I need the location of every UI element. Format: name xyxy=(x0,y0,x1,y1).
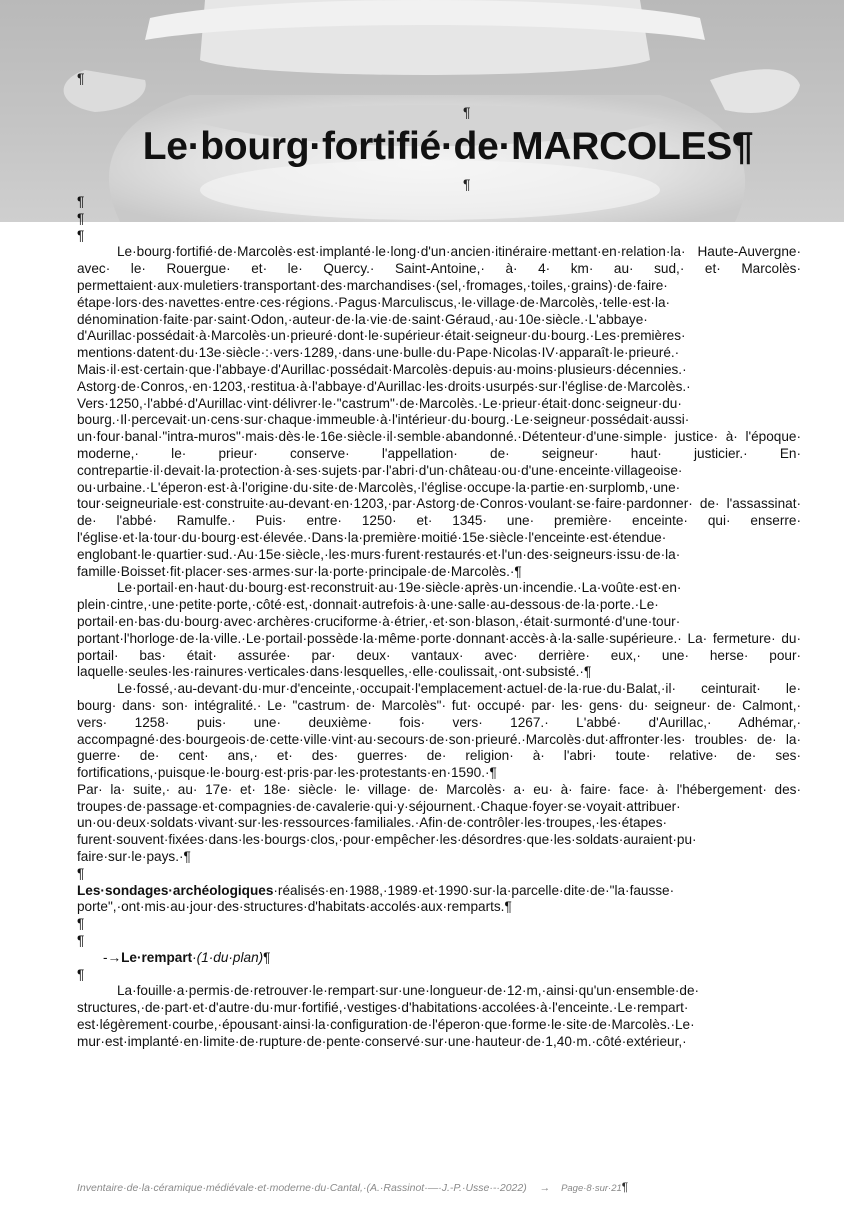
document-title: Le·bourg·fortifié·de·MARCOLES¶ xyxy=(142,125,754,168)
document-body xyxy=(77,194,801,1051)
body-paragraph-troupes: Par· la· suite,· au· 17e· et· 18e· siècle· le· village· de· Marcolès· a· eu· à· faire· face· à· l'hébergement· des· troupes·de·passage·et·compagnies·de·cavalerie·qui·y·séjournent.·Chaque·foyer·se·voyait·attribuer· un·ou·deux·soldats·vivant·sur·les·ressources·familiales.·Afin·de·contrôler·les·troupes,·les·étapes· furent·souvent·fixées·dans·les·bourgs·clos,·pour·empêcher·les·désordres·que·les·soldats·auraient·pu· faire·sur·le·pays.·¶ xyxy=(77,781,801,865)
paragraph-mark: ¶ xyxy=(77,933,85,949)
sondages-text: ·réalisés·en·1988,·1989·et·1990·sur·la·parcelle·dite·de·"la·fausse· porte",·ont·mis·au·jour·des·structures·d'habitats·accolés·aux·remparts.¶ xyxy=(77,882,675,915)
paragraph-mark: ¶ xyxy=(77,865,85,881)
arrow-icon: -→ xyxy=(103,949,122,965)
paragraph-mark: ¶ xyxy=(463,104,471,120)
subheading-rempart-title: Le·rempart xyxy=(121,949,193,965)
paragraph-mark: ¶ xyxy=(77,916,85,932)
subheading-plan-ref: ·(1·du·plan) xyxy=(192,949,264,965)
page-footer xyxy=(77,1180,801,1194)
paragraph-mark: ¶ xyxy=(77,210,85,226)
body-paragraph-fosse: Le·fossé,·au-devant·du·mur·d'enceinte,·occupait·l'emplacement·actuel·de·la·rue·du·Balat,·il· ceinturait· le· bourg· dans· son· intégralité.· Le· "castrum· de· Marcolès"· fut· occupé· par· les· gens· du· seigneur· de· Calmont,· vers· 1258· puis· une· deuxième· fois· vers· 1267.· L'abbé· d'Aurillac,· Adhémar,· accompagné·des·bourgeois·de·cette·ville·vint·au·secours·de·son·prieuré.·Marcolès·dut·affronter·les· troubles· de· la· guerre· de· cent· ans,· et· des· guerres· de· religion· à· l'abri· toute· relative· de· ses· fortifications,·puisque·le·bourg·est·pris·par·les·protestants·en·1590.·¶ xyxy=(77,681,801,781)
footer-citation: Inventaire·de·la·céramique·médiévale·et·moderne·du·Cantal,·(A.·Rassinot·—·J.-P.·Usse·-·2022) xyxy=(77,1182,527,1194)
body-paragraph-history: Le·bourg·fortifié·de·Marcolès·est·implanté·le·long·d'un·ancien·itinéraire·mettant·en·relation·la· Haute-Auvergne· avec· le· Rouergue· et· le· Quercy.· Saint-Antoine,· à· 4· km· au· sud,· et· Marcolès· permettaient·aux·muletiers·transportant·des·marchandises·(sel,·fromages,·toiles,·grains)·de·faire· étape·lors·des·navettes·entre·ces·régions.·Pagus·Marculiscus,·le·village·de·Marcolès,·telle·est·la· dénomination·faite·par·saint·Odon,·auteur·de·la·vie·de·saint·Géraud,·au·10e·siècle.·L'abbaye· d'Aurillac·possédait·à·Marcolès·un·prieuré·dont·le·supérieur·était·seigneur·du·bourg.·Les·premières· mentions·datent·du·13e·siècle·:·vers·1289,·dans·une·bulle·du·Pape·Nicolas·IV·apparaît·le·prieuré.· Mais·il·est·certain·que·l'abbaye·d'Aurillac·possédait·Marcolès·depuis·au·moins·plusieurs·décennies.· Astorg·de·Conros,·en·1203,·restitua·à·l'abbaye·d'Aurillac·les·droits·usurpés·sur·l'église·de·Marcolès.· Vers·1250,·l'abbé·d'Aurillac·vint·délivrer·le·"castrum"·de·Marcolès.·Le·prieur·était·donc·seigneur·du· bourg.·Il·percevait·un·cens·sur·chaque·immeuble·à·l'intérieur·du·bourg.·Le·seigneur·possédait·aussi· un·four·banal·"intra-muros"·mais·dès·le·16e·siècle·il·semble·abandonné.·Détenteur·d'une·simple· justice· à· l'époque· moderne,· le· prieur· conserve· l'appellation· de· seigneur· haut· justicier.· En· contrepartie·il·devait·la·protection·à·ses·sujets·par·l'abri·d'un·château·ou·d'une·enceinte·villageoise· ou·urbaine.·L'éperon·est·à·l'origine·du·site·de·Marcolès,·l'église·occupe·la·partie·en·surplomb,·une· tour·seigneuriale·est·construite·au-devant·en·1203,·par·Astorg·de·Conros·voulant·se·faire·pardonner· de· l'assassinat· de· l'abbé· Ramulfe.· Puis· entre· 1250· et· 1345· une· première· enceinte· qui· enserre· l'église·et·la·tour·du·bourg·est·élevée.·Dans·la·première·moitié·15e·siècle·l'enceinte·est·étendue· englobant·le·quartier·sud.·Au·15e·siècle,·les·murs·furent·restaurés·et·l'un·des·seigneurs·issu·de·la· famille·Boisset·fit·placer·ses·armes·sur·la·porte·principale·de·Marcolès.·¶ xyxy=(77,244,801,579)
body-paragraph-fouille: La·fouille·a·permis·de·retrouver·le·rempart·sur·une·longueur·de·12·m,·ainsi·qu'un·ensemble·de· structures,·de·part·et·d'autre·du·mur·fortifié,·vestiges·d'habitations·accolées·à·l'enceinte.·Le·rempart· est·légèrement·courbe,·épousant·ainsi·la·configuration·de·l'éperon·que·forme·le·site·de·Marcolès.·Le· mur·est·implanté·en·limite·de·rupture·de·pente·conservé·sur·une·hauteur·de·1,40·m.·côté·extérieur,· xyxy=(77,983,700,1049)
sondages-bold-lead: Les·sondages·archéologiques xyxy=(77,882,274,898)
subheading-rempart xyxy=(77,950,801,967)
paragraph-mark: ¶ xyxy=(77,194,85,209)
header-banner-image xyxy=(0,0,844,222)
paragraph-mark: ¶ xyxy=(77,227,85,243)
ceramic-pot-illustration xyxy=(0,0,844,222)
body-paragraph-sondages xyxy=(77,883,801,917)
paragraph-mark: ¶ xyxy=(463,176,471,192)
paragraph-mark: ¶ xyxy=(77,70,85,86)
paragraph-mark: ¶ xyxy=(263,949,271,965)
page-number: Page·8·sur·21 xyxy=(561,1183,622,1194)
paragraph-mark: ¶ xyxy=(77,966,85,982)
footer-arrow-icon: → xyxy=(539,1182,551,1194)
body-paragraph-portail: Le·portail·en·haut·du·bourg·est·reconstruit·au·19e·siècle·après·un·incendie.·La·voûte·est·en· plein·cintre,·une·petite·porte,·côté·est,·donnait·autrefois·à·une·salle·au-dessous·de·la·porte.·Le· portail·en·bas·du·bourg·avec·archères·cruciforme·à·étrier,·et·son·blason,·était·surmonté·d'une·tour· portant·l'horloge·de·la·ville.·Le·portail·possède·la·même·porte·donnant·accès·à·la·salle·supérieure.· La· fermeture· du· portail· bas· était· assurée· par· deux· vantaux· avec· derrière· eux,· une· herse· pour· laquelle·seules·les·rainures·verticales·dans·lesquelles,·elle·coulissait,·ont·subsisté.·¶ xyxy=(77,580,801,680)
paragraph-mark: ¶ xyxy=(621,1180,629,1194)
